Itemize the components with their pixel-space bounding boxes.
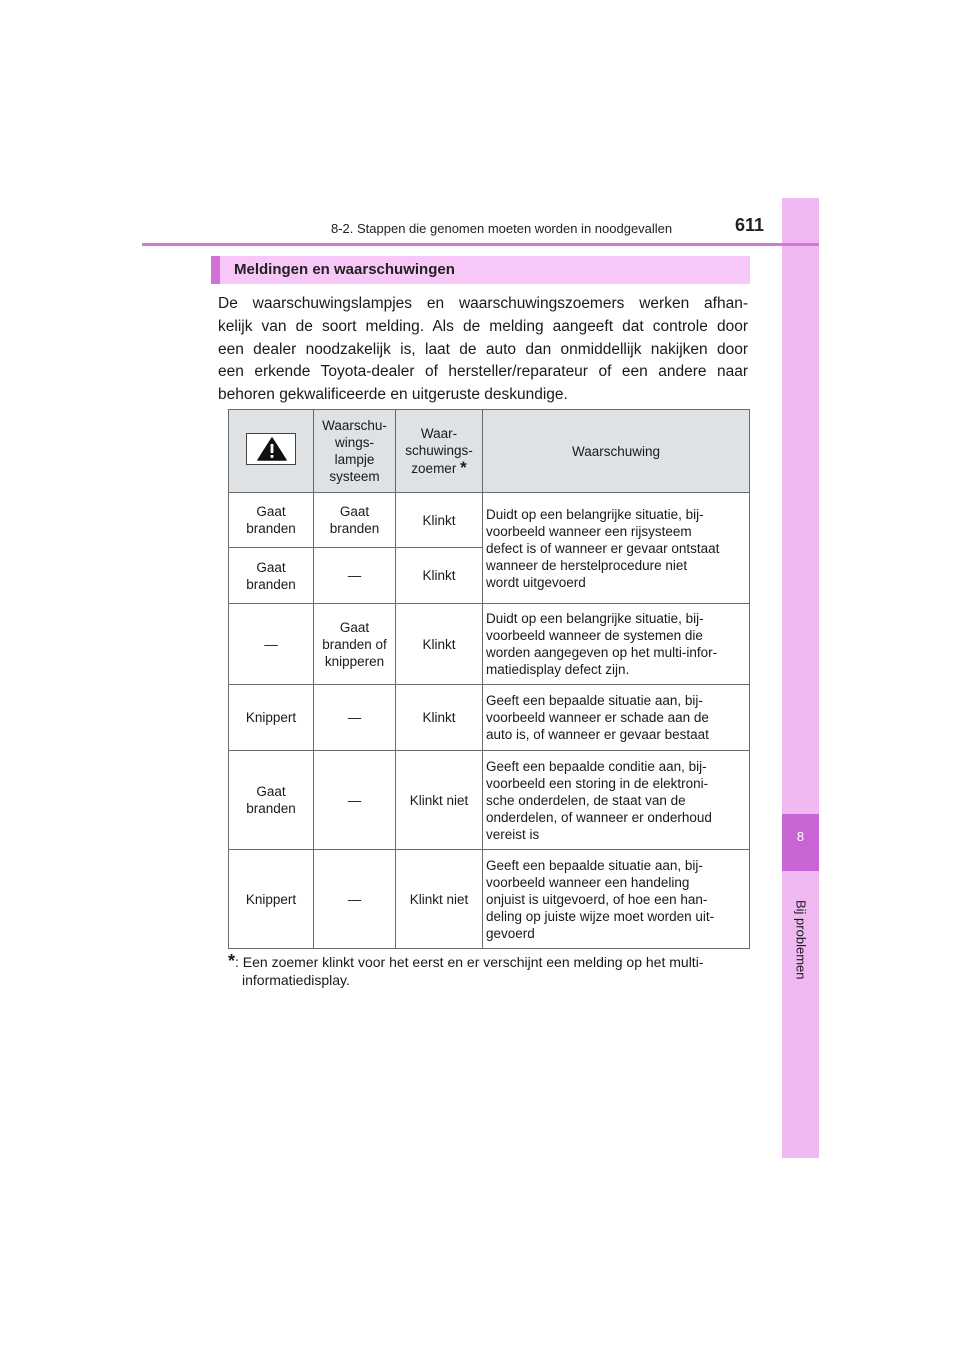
footnote-mark: * (460, 458, 467, 477)
cell-line: voorbeeld wanneer er schade aan de (486, 710, 709, 725)
cell-warning (483, 751, 750, 850)
cell-line: branden (246, 521, 296, 536)
cell-warning (483, 850, 750, 949)
cell-system: — (314, 548, 396, 604)
intro-line: behoren gekwalificeerde en uitgeruste deskundige. (218, 386, 568, 404)
cell-line: wordt uitgevoerd (486, 574, 586, 590)
table-header-row (229, 410, 750, 493)
cell-line: voorbeeld wanneer een rijsysteem (486, 523, 692, 539)
cell-system: — (314, 685, 396, 751)
cell-buzzer: Klinkt (396, 493, 483, 548)
cell-line: onderdelen, of wanneer er onderhoud (486, 809, 712, 825)
intro-line: kelijk van de soort melding. Als de melding aangeeft dat controle door (218, 317, 748, 335)
cell-lamp: Knippert (229, 685, 314, 751)
cell-line: voorbeeld een storing in de elektroni- (486, 775, 709, 791)
cell-warning (483, 493, 750, 604)
cell-lamp (229, 493, 314, 548)
cell-buzzer: Klinkt (396, 604, 483, 685)
chapter-side-label: Bij problemen (793, 900, 809, 980)
table-row (229, 604, 750, 685)
cell-line: branden of (322, 636, 387, 652)
cell-line: Gaat (256, 784, 286, 799)
cell-line: matiedisplay defect zijn. (486, 662, 630, 677)
section-heading-box (211, 256, 750, 284)
page-number: 611 (735, 215, 765, 235)
cell-line: Gaat (339, 504, 370, 519)
chapter-header: 8-2. Stappen die genomen moeten worden in noodgevallen (331, 221, 673, 236)
header-lamp-line: lampje (334, 452, 375, 467)
cell-line: branden (246, 801, 296, 816)
cell-line: onjuist is uitgevoerd, of hoe een han- (486, 891, 708, 907)
footnote-line: informatiedisplay. (242, 972, 350, 988)
cell-line: defect is of wanneer er gevaar ontstaat (486, 540, 720, 556)
cell-system: — (314, 751, 396, 850)
warning-triangle-icon (246, 433, 296, 465)
cell-line: Gaat (256, 559, 286, 575)
cell-line: Gaat (256, 504, 286, 519)
cell-line: Geeft een bepaalde conditie aan, bij- (486, 758, 707, 774)
footnote-mark: * (228, 951, 236, 971)
header-rule (142, 243, 819, 246)
cell-system: — (314, 850, 396, 949)
cell-line: Geeft een bepaalde situatie aan, bij- (486, 693, 703, 708)
table-row (229, 685, 750, 751)
cell-buzzer: Klinkt (396, 548, 483, 604)
table-row (229, 493, 750, 548)
header-buzzer-line: zoemer (411, 461, 457, 476)
header-lamp-line: wings- (334, 435, 374, 450)
cell-warning (483, 604, 750, 685)
cell-line: Duidt op een belangrijke situatie, bij- (486, 506, 704, 522)
intro-line: een dealer noodzakelijk is, laat de auto dan onmiddellijk nakijken door (218, 340, 748, 358)
cell-line: Duidt op een belangrijke situatie, bij- (486, 611, 704, 626)
footnote-line (228, 952, 753, 971)
cell-buzzer: Klinkt niet (396, 850, 483, 949)
warning-table (228, 409, 750, 949)
cell-line: worden aangegeven op het multi-infor- (486, 645, 718, 660)
footnote (228, 952, 753, 989)
cell-line: voorbeeld wanneer een handeling (486, 874, 690, 890)
cell-line: wanneer de herstelprocedure niet (486, 557, 688, 573)
table-row (229, 751, 750, 850)
table-row (229, 850, 750, 949)
cell-lamp (229, 751, 314, 850)
intro-line: een erkende Toyota-dealer of hersteller/reparateur of een andere naar (218, 363, 748, 381)
section-title: Meldingen en waarschuwingen (234, 261, 455, 278)
header-icon-cell (229, 410, 314, 493)
cell-line: auto is, of wanneer er gevaar bestaat (486, 727, 709, 742)
cell-lamp: — (229, 604, 314, 685)
cell-line: gevoerd (486, 925, 535, 941)
header-warning: Waarschuwing (483, 410, 750, 493)
header-buzzer-line: Waar- (420, 426, 458, 441)
cell-line: sche onderdelen, de staat van de (486, 792, 686, 808)
header-lamp (314, 410, 396, 493)
cell-line: knipperen (324, 653, 385, 669)
intro-line: De waarschuwingslampjes en waarschuwingszoemers werken afhan- (218, 295, 748, 312)
cell-buzzer: Klinkt (396, 685, 483, 751)
cell-lamp: Knippert (229, 850, 314, 949)
header-buzzer (396, 410, 483, 493)
cell-line: vereist is (486, 826, 540, 842)
header-lamp-line: systeem (329, 469, 380, 484)
cell-line: deling op juiste wijze moet worden uit- (486, 908, 715, 924)
cell-warning (483, 685, 750, 751)
header-lamp-line: Waarschu- (322, 418, 387, 433)
cell-line: branden (329, 521, 380, 536)
cell-line: branden (246, 576, 296, 592)
chapter-number-tab: 8 (782, 814, 819, 871)
cell-line: Gaat (339, 619, 370, 635)
header-buzzer-line: schuwings- (405, 443, 473, 458)
cell-line: Geeft een bepaalde situatie aan, bij- (486, 857, 703, 873)
cell-buzzer: Klinkt niet (396, 751, 483, 850)
cell-system (314, 604, 396, 685)
cell-system (314, 493, 396, 548)
intro-paragraph (218, 293, 748, 407)
chapter-side-tab (782, 198, 819, 1158)
cell-lamp (229, 548, 314, 604)
footnote-text: : Een zoemer klinkt voor het eerst en er verschijnt een melding op het multi- (235, 954, 704, 970)
cell-line: voorbeeld wanneer de systemen die (486, 628, 703, 643)
